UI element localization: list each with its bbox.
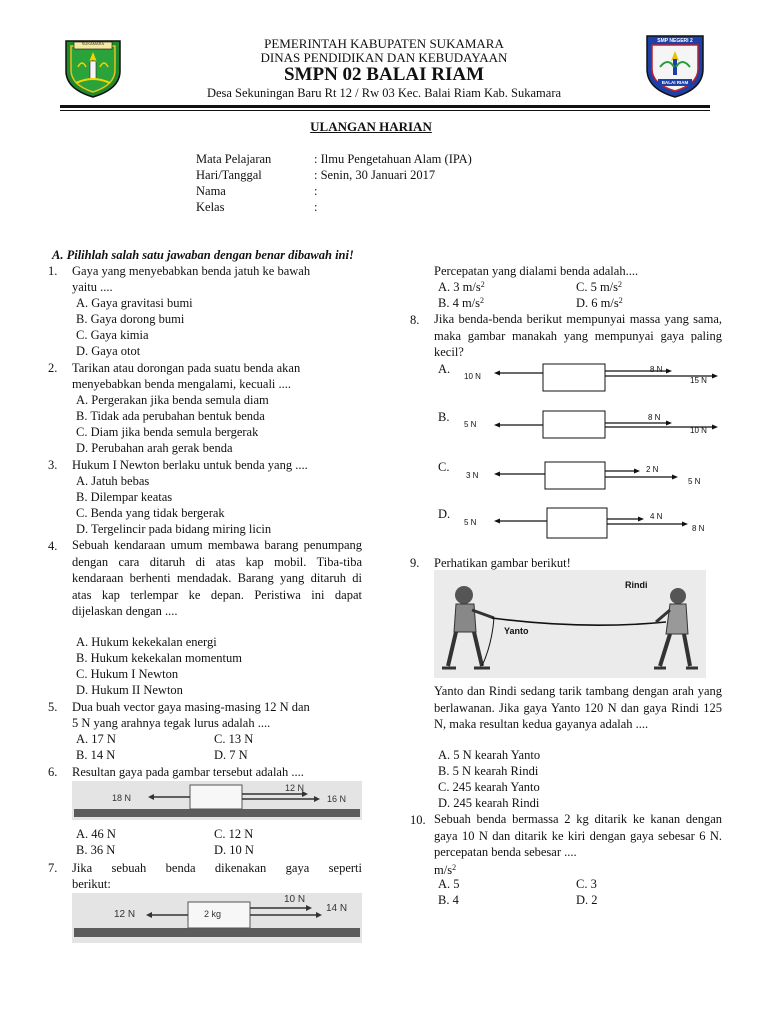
q8-option-d-label: D. [438,507,451,521]
q9-option-c[interactable]: C. 245 kearah Yanto [438,780,540,794]
q2-line2: menyebabkan benda mengalami, kecuali .... [72,377,292,391]
q6-option-b[interactable]: B. 36 N [76,843,116,857]
q4-option-b[interactable]: B. Hukum kekekalan momentum [76,651,242,665]
q7-option-c-sup: 2 [618,280,623,289]
q7-option-d-sup: 2 [618,296,623,305]
q8-option-c-right-force1: 2 N [646,465,659,474]
q8-option-b-right-force1: 8 N [648,413,661,422]
q10-option-a[interactable]: A. 5 [438,877,460,891]
q7-option-b[interactable] [438,295,484,311]
q5-option-c[interactable]: C. 13 N [214,732,254,746]
q9-label-yanto: Yanto [504,626,529,636]
q7-line1: Jika sebuah benda dikenakan gaya seperti [72,861,362,875]
q2-option-c[interactable]: C. Diam jika benda semula bergerak [76,425,259,439]
q8-option-d-right-force2: 8 N [692,524,705,533]
q1-line2: yaitu .... [72,280,113,294]
q3-option-a[interactable]: A. Jatuh bebas [76,474,150,488]
q3-line1: Hukum I Newton berlaku untuk benda yang .... [72,458,308,472]
q1-option-d[interactable]: D. Gaya otot [76,344,141,358]
right-logo-bottom-text: BALAI RIAM [661,80,689,85]
q7-option-a-sup: 2 [480,280,485,289]
q1-option-a[interactable]: A. Gaya gravitasi bumi [76,296,193,310]
q3-option-d[interactable]: D. Tergelincir pada bidang miring licin [76,522,272,536]
q1-number: 1. [48,264,58,278]
q8-option-b-label: B. [438,410,450,424]
q3-option-b[interactable]: B. Dilempar keatas [76,490,173,504]
q9-option-a[interactable]: A. 5 N kearah Yanto [438,748,541,762]
q2-option-a[interactable]: A. Pergerakan jika benda semula diam [76,393,269,407]
q9-option-b[interactable]: B. 5 N kearah Rindi [438,764,539,778]
header-divider-thick [60,105,710,108]
q7-force-left-label: 12 N [114,909,136,920]
right-logo-top-text: SMP NEGERI 2 [657,38,693,44]
q2-option-d[interactable]: D. Perubahan arah gerak benda [76,441,233,455]
q6-force-right1-label: 12 N [285,783,305,793]
q6-line1: Resultan gaya pada gambar tersebut adalah .... [72,765,304,779]
q6-figure [72,781,362,820]
q7-line2: berikut: [72,877,111,891]
q7-force-right2-label: 14 N [326,903,348,914]
q5-number: 5. [48,700,58,714]
q8-option-d-left-force: 5 N [464,518,477,527]
q5-option-d[interactable]: D. 7 N [214,748,248,762]
q7-option-c[interactable] [576,279,622,295]
q10-text: Sebuah benda bermassa 2 kg ditarik ke kanan dengan gaya 10 N dan ditarik ke kiri dengan gaya sebesar 6 N. percepatan benda sebesar .... [434,812,722,859]
q4-option-d[interactable]: D. Hukum II Newton [76,683,183,697]
section-a-instruction: A. Pilihlah salah satu jawaban dengan benar dibawah ini! [52,248,354,262]
header-divider-thin [60,110,710,111]
q7-option-a[interactable] [438,279,485,295]
exam-title: ULANGAN HARIAN [310,119,432,134]
q9-number: 9. [410,556,420,570]
q4-number: 4. [48,539,58,553]
q5-line2: 5 N yang arahnya tegak lurus adalah .... [72,716,271,730]
q8-option-c-diagram [436,459,726,495]
q1-option-b[interactable]: B. Gaya dorong bumi [76,312,185,326]
q8-option-b-left-force: 5 N [464,420,477,429]
q8-option-c[interactable] [436,459,726,495]
q6-option-d[interactable]: D. 10 N [214,843,254,857]
info-value-name: : [314,184,318,198]
q8-number: 8. [410,313,420,327]
q1-option-c[interactable]: C. Gaya kimia [76,328,149,342]
q10-option-d[interactable]: D. 2 [576,893,598,907]
q10-option-c[interactable]: C. 3 [576,877,597,891]
q4-option-a[interactable]: A. Hukum kekekalan energi [76,635,217,649]
q7-option-a-text: A. 3 m/s [438,280,481,294]
q8-option-c-label: C. [438,460,450,474]
q8-option-b-diagram [436,409,726,445]
q8-text: Jika benda-benda berikut mempunyai massa yang sama, maka gambar manakah yang mempunyai gaya paling kecil? [434,312,722,359]
info-value-subject: : Ilmu Pengetahuan Alam (IPA) [314,152,472,166]
q8-option-a-right-force2: 15 N [690,376,707,385]
q5-option-a[interactable]: A. 17 N [76,732,116,746]
q8-option-c-left-force: 3 N [466,471,479,480]
q9-line1: Perhatikan gambar berikut! [434,556,571,570]
q7-option-d[interactable] [576,295,623,311]
q10-option-b[interactable]: B. 4 [438,893,459,907]
tug-of-war-illustration [434,570,706,678]
q7-figure [72,893,362,943]
q7-continued: Percepatan yang dialami benda adalah.... [434,264,639,278]
q9-label-rindi: Rindi [625,580,648,590]
q5-line1: Dua buah vector gaya masing-masing 12 N dan [72,700,310,714]
q7-option-b-text: B. 4 m/s [438,296,481,310]
q4-text: Sebuah kendaraan umum membawa barang penumpang dengan cara ditaruh di atas kap mobil. Tiba-tiba kendaraan berhenti mendadak. Barang yang ditaruh di atas kap terlempar ke depan. Peristiwa ini dapat dijelaskan dengan .... [72,538,362,618]
q9-figure [434,570,706,678]
q8-option-d-right-force1: 4 N [650,512,663,521]
q6-option-c[interactable]: C. 12 N [214,827,254,841]
info-label-subject: Mata Pelajaran [196,152,272,166]
q10-unit-text: m/s [434,863,453,877]
info-value-date: : Senin, 30 Januari 2017 [314,168,436,182]
info-label-name: Nama [196,184,226,198]
q2-option-b[interactable]: B. Tidak ada perubahan bentuk benda [76,409,265,423]
q8-option-a-right-force1: 8 N [650,365,663,374]
q7-mass-label: 2 kg [204,909,222,919]
q2-number: 2. [48,361,58,375]
q5-option-b[interactable]: B. 14 N [76,748,116,762]
q2-line1: Tarikan atau dorongan pada suatu benda akan [72,361,301,375]
q7-force-right1-label: 10 N [284,894,306,905]
q6-force-left-label: 18 N [112,793,132,803]
q8-option-d-diagram [436,506,726,542]
q8-option-d[interactable] [436,506,726,542]
header-line2: DINAS PENDIDIKAN DAN KEBUDAYAAN [260,50,508,65]
left-logo-text: SUKAMARA [81,41,105,46]
q4-option-c[interactable]: C. Hukum I Newton [76,667,179,681]
q10-unit-sup: 2 [452,863,457,872]
q7-option-b-sup: 2 [480,296,485,305]
q8-option-b[interactable] [436,409,726,445]
q7-option-d-text: D. 6 m/s [576,296,619,310]
info-label-class: Kelas [196,200,225,214]
q1-line1: Gaya yang menyebabkan benda jatuh ke bawah [72,264,311,278]
q9-option-d[interactable]: D. 245 kearah Rindi [438,796,540,810]
q6-force-right2-label: 16 N [327,794,347,804]
header-line1: PEMERINTAH KABUPATEN SUKAMARA [264,36,504,51]
q8-option-a[interactable] [436,361,726,397]
q10-number: 10. [410,813,426,827]
q9-text: Yanto dan Rindi sedang tarik tambang dengan arah yang berlawanan. Jika gaya Yanto 120 N dan gaya Rindi 125 N, maka resultan kedua gayanya adalah .... [434,684,722,731]
q3-option-c[interactable]: C. Benda yang tidak bergerak [76,506,225,520]
q3-number: 3. [48,458,58,472]
q6-option-a[interactable]: A. 46 N [76,827,116,841]
info-value-class: : [314,200,318,214]
q8-option-a-left-force: 10 N [464,372,481,381]
info-label-date: Hari/Tanggal [196,168,262,182]
q6-number: 6. [48,765,58,779]
school-name: SMPN 02 BALAI RIAM [283,64,485,85]
school-address: Desa Sekuningan Baru Rt 12 / Rw 03 Kec. Balai Riam Kab. Sukamara [206,86,562,100]
q8-option-a-label: A. [438,362,451,376]
q7-option-c-text: C. 5 m/s [576,280,619,294]
q8-option-c-right-force2: 5 N [688,477,701,486]
q8-option-b-right-force2: 10 N [690,426,707,435]
q7-number: 7. [48,861,58,875]
